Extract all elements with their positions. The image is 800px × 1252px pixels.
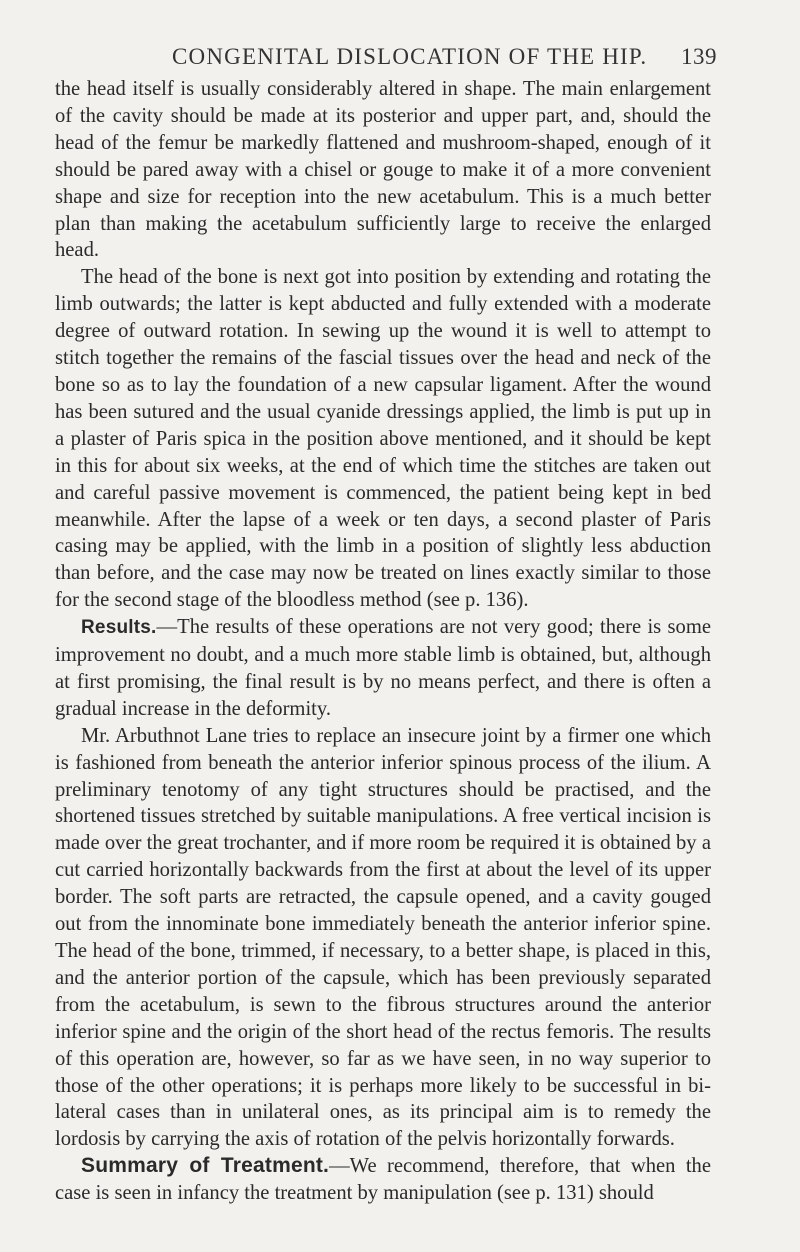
- paragraph-lane-method: Mr. Arbuthnot Lane tries to replace an insecure joint by a firmer one which is fashioned from beneath the anterior inferior spinous process of the ilium. A preliminary tenotomy of any tight structures should be practised, and the shortened tissues stretched by suitable manipulations. A free vertical incision is made over the great trochanter, and if more room be required it is obtained by a cut carried horizontally backwards from the first at about the level of its upper border. The soft parts are retracted, the capsule opened, and a cavity gouged out from the innominate bone immediately beneath the anterior inferior spine. The head of the bone, trimmed, if necessary, to a better shape, is placed in this, and the anterior portion of the capsule, which has been previously separated from the acetabulum, is sewn to the fibrous structures around the anterior inferior spine and the origin of the short head of the rectus femoris. The results of this operation are, however, so far as we have seen, in no way superior to those of the other operations; it is perhaps more likely to be successful in bi-lateral cases than in unilateral ones, as its principal aim is to remedy the lordosis by carrying the axis of rotation of the pelvis horizontally forwards.: [55, 724, 711, 1151]
- paragraph-operation: The head of the bone is next got into position by extending and rotating the limb outwards; the latter is kept abducted and fully extended with a moderate degree of outward rotation. In sewing up the wound it is well to attempt to stitch together the remains of the fascial tissues over the head and neck of the bone so as to lay the foundation of a new capsular ligament. After the wound has been sutured and the usual cyanide dressings applied, the limb is put up in a plaster of Paris spica in the position above mentioned, and it should be kept in this for about six weeks, at the end of which time the stitches are taken out and careful passive movement is commenced, the patient being kept in bed meanwhile. After the lapse of a week or ten days, a second plaster of Paris casing may be applied, with the limb in a position of slightly less abduction than before, and the case may now be treated on lines exactly similar to those for the second stage of the bloodless method (see p. 136).: [55, 266, 711, 612]
- results-heading: Results.: [81, 617, 157, 639]
- results-text: —The results of these operations are not very good; there is some improvement no doubt, and a much more stable limb is obtained, but, although at first promising, the final result is by no means perfect, and there is often a gradual increase in the deformity.: [55, 616, 711, 720]
- paragraph-continuation: the head itself is usually considerably altered in shape. The main enlargement of the cavity should be made at its posterior and upper part, and, should the head of the femur be markedly flattened and mushroom-shaped, enough of it should be pared away with a chisel or gouge to make it of a more convenient shape and size for reception into the new acetabulum. This is a much better plan than making the acetabulum sufficiently large to receive the enlarged head.: [55, 78, 711, 262]
- paragraph-results: [55, 614, 711, 723]
- running-title: CONGENITAL DISLOCATION OF THE HIP.: [172, 44, 648, 69]
- summary-text: —We recommend, therefore, that when the case is seen in infancy the treatment by manipulation (see p. 131) should: [55, 1155, 711, 1205]
- paragraph-summary: [55, 1153, 711, 1207]
- running-head: [172, 44, 717, 76]
- body-text: [55, 76, 711, 1207]
- page-number: 139: [681, 44, 717, 69]
- summary-heading: Summary of Treatment.: [81, 1154, 330, 1178]
